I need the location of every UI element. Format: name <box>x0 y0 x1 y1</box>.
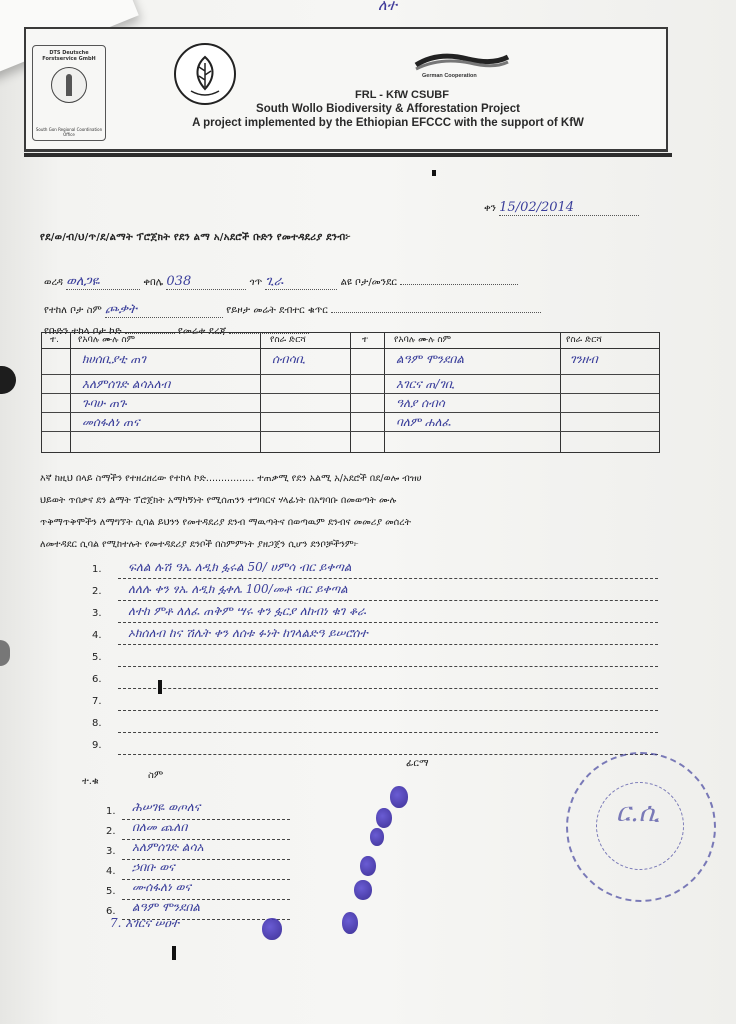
document-title: የደ/ወ/ብ/ህ/ጥ/ደ/ልማት ፕሮጀክት የደን ልማ አ/አደሮች ቡድን የመተዳደሪያ ደንብ፦ <box>40 232 351 243</box>
woreda-value: ወለጋዬ <box>66 274 140 290</box>
signature-name: ልዓም ሞንደበል <box>132 900 201 914</box>
location-field-row <box>44 274 518 290</box>
signature-number: 5. <box>106 886 116 897</box>
land-cert-value <box>331 312 541 313</box>
rule-text: ለተከ ምቶ ለለፈ ጠቅም ሣሩ ቀን ፏርያ ለከብነ ቁገ ቆራ <box>128 604 366 618</box>
signature-name: አለምሰገድ ልሳአ <box>132 840 204 854</box>
rule-number: 8. <box>92 718 102 729</box>
table-row-left-name: እለምሰገድ ልሳአለብ <box>82 377 171 391</box>
signature-number: 3. <box>106 846 116 857</box>
signature-number: 4. <box>106 866 116 877</box>
rule-number: 7. <box>92 696 102 707</box>
header-line-frl: FRL - KfW CSUBF <box>355 89 449 101</box>
date-value: 15/02/2014 <box>499 200 639 216</box>
th-no-right: ተ <box>362 335 369 345</box>
th-no-left: ተ. <box>50 335 59 345</box>
german-cooperation-logo <box>408 49 528 89</box>
table-row-right-name: ዓለያ ሰብሳ <box>396 396 445 410</box>
top-handwritten-scrawl: ለተ <box>378 0 397 14</box>
signature-name: ኃበቡ ወና <box>132 860 175 874</box>
got-value: ጊራ <box>265 274 337 290</box>
table-row-right-name: እገርና ጠ/ገቢ <box>396 377 455 391</box>
german-cooperation-text: German Cooperation <box>422 73 477 79</box>
signature-name: ሙሰፋለነ ወና <box>132 880 191 894</box>
signature-no-label: ተ.ቁ <box>82 776 99 787</box>
tree-emblem-icon <box>51 67 87 103</box>
table-row-right-role: ገንዘብ <box>570 352 598 366</box>
project-header <box>24 27 668 152</box>
thumbprint-mark <box>376 808 392 828</box>
thumbprint-mark <box>370 828 384 846</box>
signature-number: 6. <box>106 906 116 917</box>
rule-number: 3. <box>92 608 102 619</box>
rule-number: 2. <box>92 586 102 597</box>
paragraph-line: እኛ ከዚህ በላይ ስማችን የተዘረዘረው የተከላ ኮድ................ ተጠቃሚ የደን አልሚ አ/አደሮች በደ/ወሎ ብዝሀ <box>40 473 422 484</box>
header-line-project: South Wollo Biodiversity & Afforestation Project <box>256 103 520 115</box>
rule-number: 5. <box>92 652 102 663</box>
site-label: የተከለ ቦታ ስም <box>44 305 102 316</box>
site-field-row <box>44 302 541 318</box>
signature-name: ሕሠገዬ ወጦለና <box>132 800 201 814</box>
scan-mark <box>158 680 162 694</box>
site-value: ጮቃት <box>105 302 223 318</box>
woreda-label: ወረዳ <box>44 277 63 288</box>
kebele-value: 038 <box>166 274 246 290</box>
place-label: ልዩ ቦታ/መንደር <box>340 277 397 288</box>
group-code-label: የቡድን ተከላ ቦታ ኮድ <box>44 326 122 337</box>
got-label: ጎጥ <box>249 277 263 288</box>
rule-number: 1. <box>92 564 102 575</box>
thumbprint-mark <box>342 912 358 934</box>
punch-hole <box>0 366 16 394</box>
rule-text: ፍለል ሉሽ ዓኤ ለዲክ ፏሩል 50/ ሀምሳ ብር ይቀጣል <box>128 560 352 574</box>
land-grade-label: የመሬቱ ደረጃ <box>177 326 227 337</box>
signature-name-label: ስም <box>148 770 164 781</box>
table-row-left-name: ክሀሰቢያቲ ጠገ <box>82 352 146 366</box>
rule-text: ለለሉ ቀን ፃኤ ለዲክ ፏቀሌ 100/መቶ ብር ይቀጣል <box>128 582 348 596</box>
thumbprint-mark <box>262 918 282 940</box>
place-value <box>400 284 518 285</box>
thumbprint-mark <box>354 880 372 900</box>
header-text-block <box>108 89 668 129</box>
dfs-logo-footer: South Gon Regional Coordination Office <box>35 127 103 137</box>
official-stamp-seal <box>566 752 716 902</box>
th-role-right: የስራ ድርሻ <box>566 335 602 345</box>
scan-mark <box>172 946 176 960</box>
rule-number: 9. <box>92 740 102 751</box>
scan-mark <box>432 170 436 176</box>
stamp-text: ር.ሲ <box>616 798 660 828</box>
signature-name: በለመ ጨለበ <box>132 820 188 834</box>
german-flag-swoosh-icon <box>408 49 528 73</box>
th-name-right: የአባሉ ሙሉ ስም <box>394 335 452 345</box>
kebele-label: ቀበሌ <box>143 277 164 288</box>
thumbprint-mark <box>390 786 408 808</box>
dfs-logo-title: DTS Deutsche Forstservice GmbH <box>42 50 96 62</box>
rule-number: 6. <box>92 674 102 685</box>
table-row-left-name: መሰፋለነ ጠና <box>82 415 140 429</box>
paragraph-line: ለመተዳደር ሲባል የሚከተሉት የመተዳደሪያ ደንቦች በስምምነት ያዘጋጀን ሲሆን ደንቦቻችንም፦ <box>40 539 359 550</box>
signature-sign-label: ፊርማ <box>406 758 429 769</box>
th-role-left: የስራ ድርሻ <box>270 335 306 345</box>
paragraph-line: ህይወት ጥበቃና ደን ልማት ፕሮጀክት አማካኝነት የሚሰጠንን ተግባርና ሃላፊነት በአግባቡ በመወጣት ሙሉ <box>40 495 397 506</box>
signature-extra-entry: 7. እገርና ሠዐተ <box>110 916 179 930</box>
date-label: ቀን <box>484 203 496 214</box>
land-cert-label: የይዞታ መሬት ደብተር ቁጥር <box>226 305 328 316</box>
punch-hole <box>0 640 10 666</box>
table-row-right-name: ባለም ሐለፈ <box>396 415 451 429</box>
dfs-logo <box>32 45 106 141</box>
signature-number: 2. <box>106 826 116 837</box>
members-table <box>41 332 660 453</box>
th-name-left: የአባሉ ሙሉ ስም <box>78 335 136 345</box>
table-row-right-name: ልዓም ሞንደበል <box>396 352 465 366</box>
thumbprint-mark <box>360 856 376 876</box>
rule-text: ኦክሰለብ ከና ሽሌት ቀን ለሰቱ ፉነት ከገላልድዓ ይሠሮሰተ <box>128 626 368 640</box>
rule-number: 4. <box>92 630 102 641</box>
date-field <box>484 200 639 216</box>
paragraph-line: ጥቅማጥቅሞችን ለማግኘት ሲባል ይህንን የመተዳደሪያ ደንብ ማዉጣትና በወጣዉም ደንብና መመሪያ መሰረት <box>40 517 411 528</box>
header-line-implementer: A project implemented by the Ethiopian EFCCC with the support of KfW <box>192 117 584 129</box>
signature-number: 1. <box>106 806 116 817</box>
agreement-paragraph <box>40 468 660 556</box>
table-row-left-role: ሰብሳቢ <box>272 352 306 366</box>
table-row-left-name: ጉባሁ ጠጉ <box>82 396 127 410</box>
